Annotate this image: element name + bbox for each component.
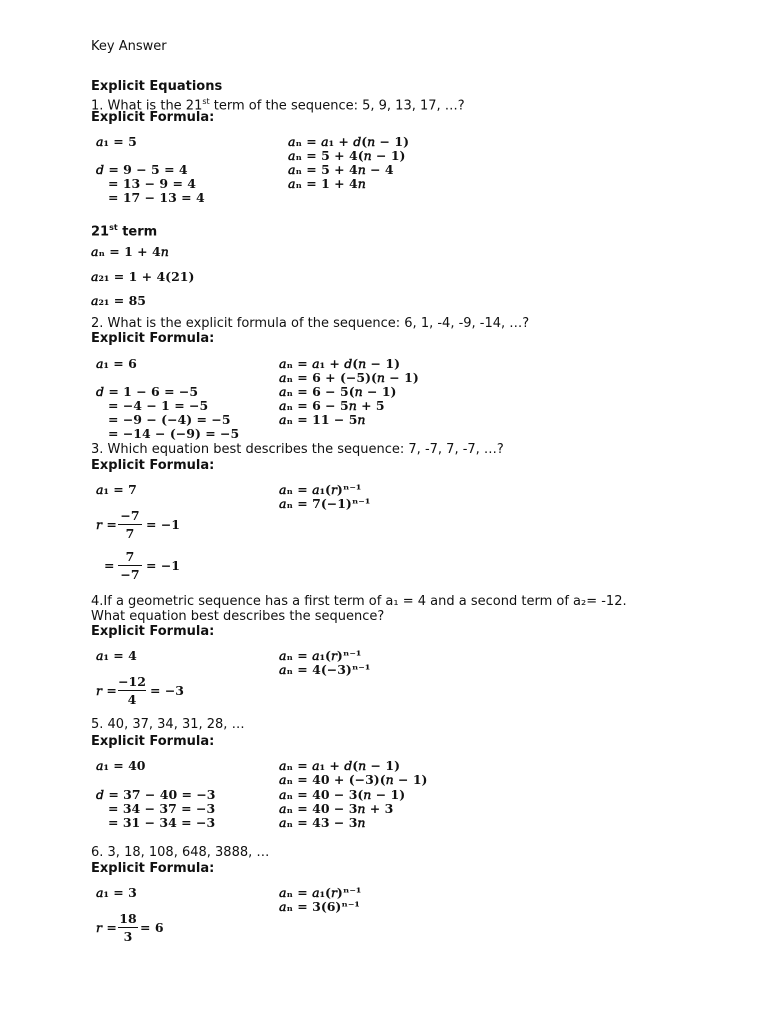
- q2-right-line: 𝑎ₙ = 11 − 5𝑛: [279, 412, 366, 427]
- q3-right-line: 𝑎ₙ = 7(−1)ⁿ⁻¹: [279, 496, 371, 511]
- q4-formula-label: Explicit Formula:: [91, 624, 215, 639]
- q5-left-line: 𝑎₁ = 40: [96, 758, 146, 773]
- q1-formula-label: Explicit Formula:: [91, 110, 215, 125]
- q5-right-line: 𝑎ₙ = 43 − 3𝑛: [279, 815, 366, 830]
- q5-right-line: 𝑎ₙ = 40 − 3𝑛 + 3: [279, 801, 394, 816]
- q1-left-line: 𝑑 = 9 − 5 = 4: [96, 162, 188, 177]
- q2-left-line: = −4 − 1 = −5: [108, 398, 209, 413]
- q5-question: 5. 40, 37, 34, 31, 28, …: [91, 717, 245, 732]
- page-header: Key Answer: [91, 39, 167, 54]
- q1-left-line: = 17 − 13 = 4: [108, 190, 205, 205]
- q1-right-line: 𝑎ₙ = 1 + 4𝑛: [288, 176, 366, 191]
- q2-right-line: 𝑎ₙ = 6 + (−5)(𝑛 − 1): [279, 370, 419, 385]
- q1-left-line: = 13 − 9 = 4: [108, 176, 196, 191]
- q4-right-line: 𝑎ₙ = 𝑎₁(𝑟)ⁿ⁻¹: [279, 648, 362, 663]
- q5-right-line: 𝑎ₙ = 𝑎₁ + 𝑑(𝑛 − 1): [279, 758, 400, 773]
- q1-right-line: 𝑎ₙ = 𝑎₁ + 𝑑(𝑛 − 1): [288, 134, 409, 149]
- q2-question: 2. What is the explicit formula of the sequence: 6, 1, -4, -9, -14, …?: [91, 316, 530, 331]
- q3-left-line: 𝑎₁ = 7: [96, 482, 137, 497]
- q1-term-line: 𝑎₂₁ = 85: [91, 293, 146, 308]
- q5-formula-label: Explicit Formula:: [91, 734, 215, 749]
- q4-ratio-fraction: 𝑟 = −12 4 = −3: [96, 674, 184, 707]
- q5-right-line: 𝑎ₙ = 40 − 3(𝑛 − 1): [279, 787, 406, 802]
- q5-left-line: = 31 − 34 = −3: [108, 815, 216, 830]
- q3-right-line: 𝑎ₙ = 𝑎₁(𝑟)ⁿ⁻¹: [279, 482, 362, 497]
- q6-ratio-fraction: 𝑟 = 18 3 = 6: [96, 911, 164, 944]
- q2-left-line: 𝑎₁ = 6: [96, 356, 137, 371]
- q2-left-line: = −9 − (−4) = −5: [108, 412, 231, 427]
- q6-left-line: 𝑎₁ = 3: [96, 885, 137, 900]
- q1-term-line: 𝑎ₙ = 1 + 4𝑛: [91, 244, 169, 259]
- q1-right-line: 𝑎ₙ = 5 + 4(𝑛 − 1): [288, 148, 406, 163]
- q1-term-title: 21st term: [91, 223, 158, 240]
- q6-formula-label: Explicit Formula:: [91, 861, 215, 876]
- section-title: Explicit Equations: [91, 79, 223, 94]
- q1-right-line: 𝑎ₙ = 5 + 4𝑛 − 4: [288, 162, 394, 177]
- q5-left-line: 𝑑 = 37 − 40 = −3: [96, 787, 216, 802]
- q2-right-line: 𝑎ₙ = 𝑎₁ + 𝑑(𝑛 − 1): [279, 356, 400, 371]
- q1-left-line: 𝑎₁ = 5: [96, 134, 137, 149]
- q5-left-line: = 34 − 37 = −3: [108, 801, 216, 816]
- q6-right-line: 𝑎ₙ = 𝑎₁(𝑟)ⁿ⁻¹: [279, 885, 362, 900]
- q4-right-line: 𝑎ₙ = 4(−3)ⁿ⁻¹: [279, 662, 371, 677]
- q2-right-line: 𝑎ₙ = 6 − 5𝑛 + 5: [279, 398, 385, 413]
- q1-term-line: 𝑎₂₁ = 1 + 4(21): [91, 269, 195, 284]
- q4-left-line: 𝑎₁ = 4: [96, 648, 137, 663]
- q4-question: 4.If a geometric sequence has a first term of a₁ = 4 and a second term of a₂= -12.: [91, 594, 627, 609]
- q2-right-line: 𝑎ₙ = 6 − 5(𝑛 − 1): [279, 384, 397, 399]
- q2-left-line: 𝑑 = 1 − 6 = −5: [96, 384, 199, 399]
- q3-question: 3. Which equation best describes the sequence: 7, -7, 7, -7, …?: [91, 442, 504, 457]
- q5-right-line: 𝑎ₙ = 40 + (−3)(𝑛 − 1): [279, 772, 428, 787]
- q2-formula-label: Explicit Formula:: [91, 331, 215, 346]
- q6-right-line: 𝑎ₙ = 3(6)ⁿ⁻¹: [279, 899, 360, 914]
- q3-ratio-fraction: 𝑟 = −7 7 = −1: [96, 508, 180, 541]
- q1-question: 1. What is the 21st term of the sequence: 5, 9, 13, 17, …?: [91, 97, 465, 114]
- q3-formula-label: Explicit Formula:: [91, 458, 215, 473]
- q2-left-line: = −14 − (−9) = −5: [108, 426, 240, 441]
- q6-question: 6. 3, 18, 108, 648, 3888, …: [91, 845, 270, 860]
- q3-ratio-fraction: = 7 −7 = −1: [104, 549, 180, 582]
- q4-question: What equation best describes the sequence?: [91, 609, 385, 624]
